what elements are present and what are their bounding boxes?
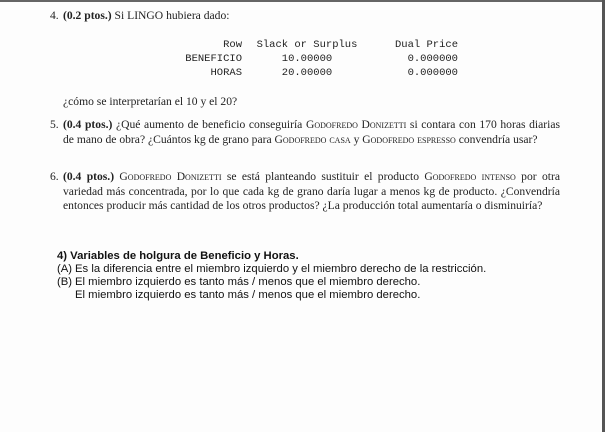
cell: 20.00000: [281, 67, 333, 79]
points: (0.2 ptos.): [63, 9, 112, 22]
table-row: [170, 52, 458, 66]
question-4: [50, 9, 560, 24]
table-row: [170, 66, 458, 80]
header-row: Row: [223, 39, 242, 51]
text: por otra variedad más concentrada, por lo que cada kg de grano daría lugar a menos kg de producto. ¿Convendría entonces producir más cantidad de los otros productos? ¿La producción total aumentaría o disminuiría?: [63, 170, 560, 212]
answer-line: [57, 289, 486, 302]
company-name: Godofredo Donizetti: [305, 118, 407, 131]
question-5: [50, 118, 560, 147]
answer-notes: [57, 250, 486, 302]
lingo-output-table: [170, 38, 458, 80]
answer-heading: 4) Variables de holgura de Beneficio y Horas.: [57, 250, 299, 262]
cell: 10.00000: [281, 53, 333, 65]
answer-line: [57, 276, 486, 289]
answer-text: El miembro izquierdo es tanto más / menos que el miembro derecho.: [75, 276, 421, 288]
answer-text: Es la diferencia entre el miembro izquierdo y el miembro derecho de la restricción.: [75, 263, 487, 275]
question-4-followup: ¿cómo se interpretarían el 10 y el 20?: [63, 95, 238, 108]
cell: 0.000000: [407, 67, 458, 79]
cell: HORAS: [210, 67, 242, 79]
item-number: 4.: [50, 9, 59, 22]
text: ¿Qué aumento de beneficio conseguiría: [112, 118, 306, 131]
points: (0.4 ptos.): [63, 170, 115, 183]
header-slack: Slack or Surplus: [256, 39, 358, 51]
product-name: Godofredo espresso: [362, 132, 456, 146]
question-6: [50, 170, 560, 214]
points: (0.4 ptos.): [63, 118, 113, 131]
company-name: Godofredo Donizetti: [119, 170, 222, 183]
cell: BENEFICIO: [185, 53, 242, 65]
answer-label: (A): [57, 263, 73, 275]
item-number: 5.: [50, 118, 59, 131]
text: y: [350, 132, 363, 146]
question-text: Si LINGO hubiera dado:: [111, 9, 230, 22]
table-header-row: [170, 38, 458, 52]
cell: 0.000000: [407, 53, 458, 65]
window-top-border: [0, 0, 605, 2]
item-number: 6.: [50, 170, 59, 183]
answer-line: [57, 263, 486, 276]
header-dual-price: Dual Price: [394, 39, 458, 51]
product-name: Godofredo casa: [274, 132, 351, 146]
text: convendría usar?: [455, 132, 538, 146]
answer-label: (B): [57, 276, 73, 288]
text: se está planteando sustituir el producto: [221, 170, 425, 183]
answer-text: El miembro izquierdo es tanto más / menos que el miembro derecho.: [75, 289, 421, 301]
text: si contara con 170 horas diarias de mano de obra? ¿Cuántos kg de grano para: [63, 118, 560, 146]
product-name: Godofredo intenso: [424, 170, 516, 183]
